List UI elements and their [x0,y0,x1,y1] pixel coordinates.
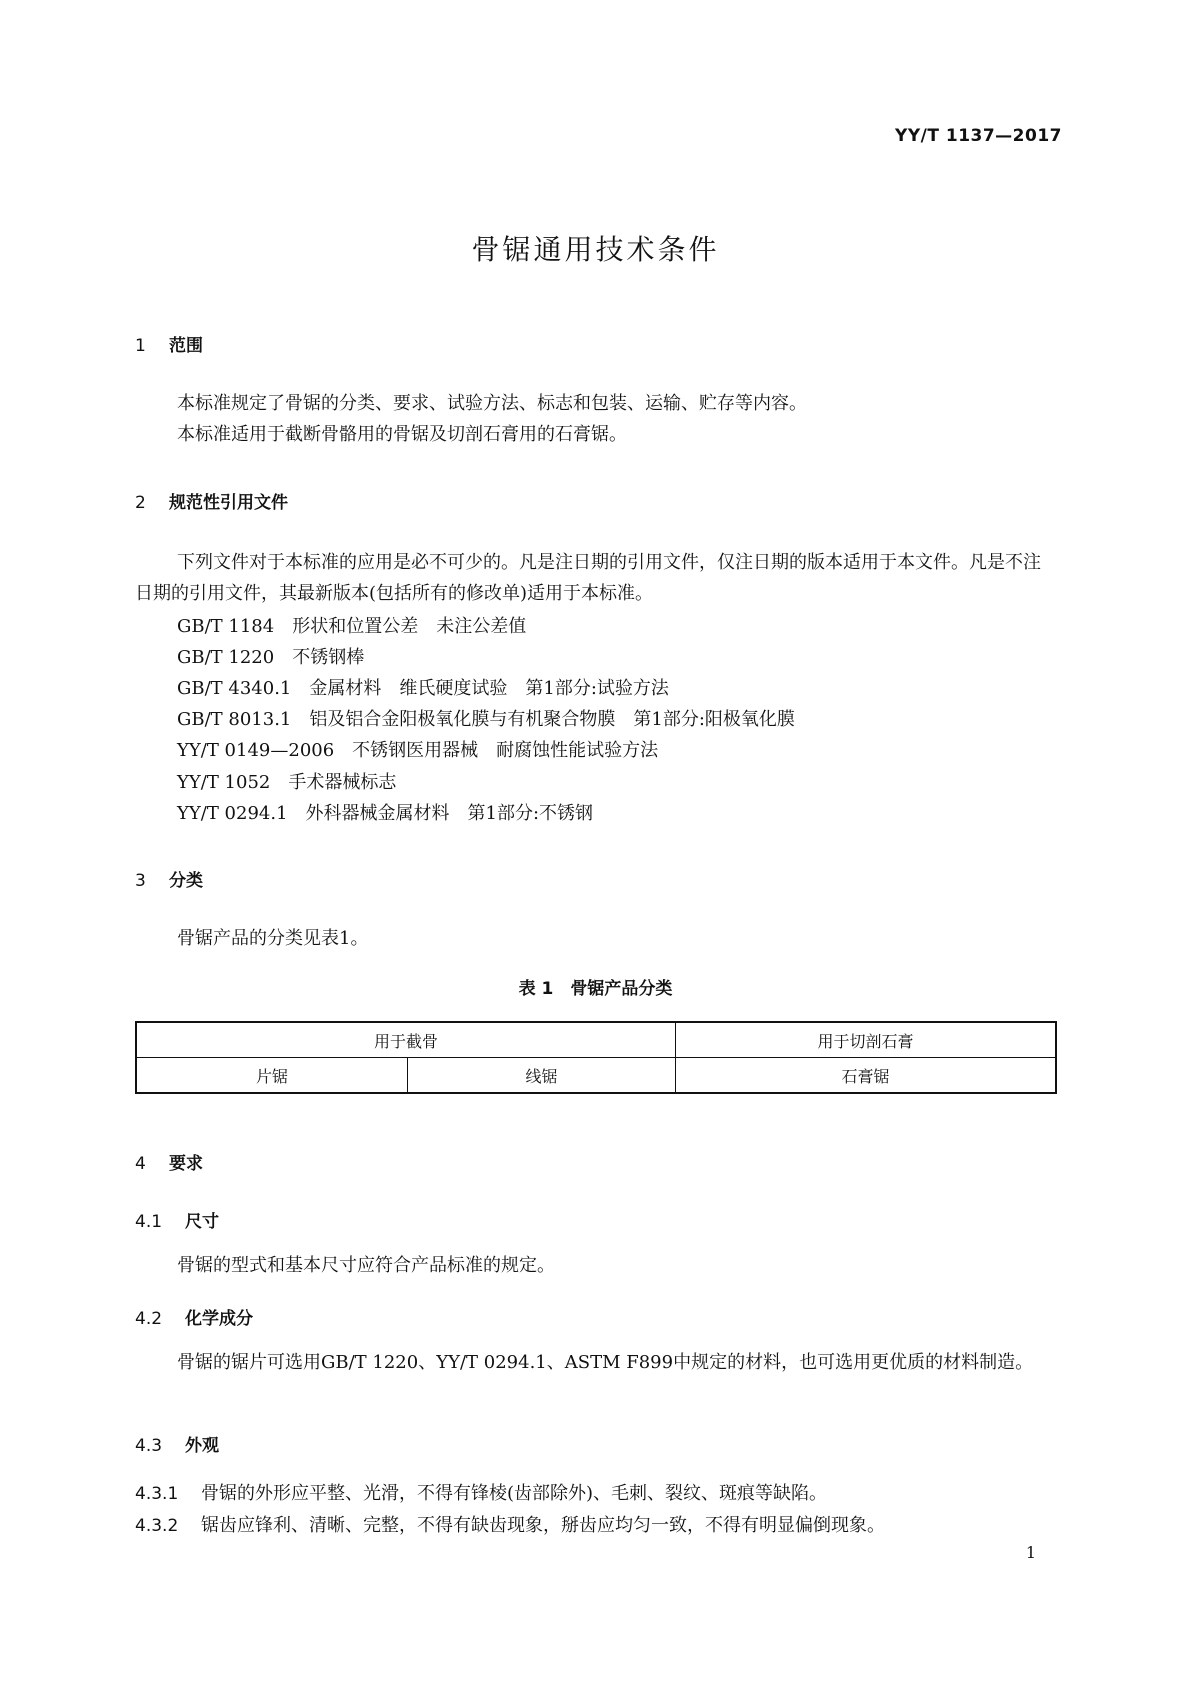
table-header-row [136,1022,1056,1058]
reference-item: GB/T 4340.1 金属材料 维氏硬度试验 第1部分:试验方法 [177,678,669,699]
table-row [136,1058,1056,1094]
section-number: 4 [135,1154,146,1174]
reference-item: YY/T 0294.1 外科器械金属材料 第1部分:不锈钢 [177,803,594,824]
table-cell-wire-saw: 线锯 [408,1058,676,1094]
clause-text: 锯齿应锋利、清晰、完整，不得有缺齿现象，掰齿应均匀一致，不得有明显偏倒现象。 [201,1515,885,1536]
dimension-paragraph: 骨锯的型式和基本尺寸应符合产品标准的规定。 [177,1255,555,1276]
section-4-1-heading [135,1207,219,1232]
section-number: 4.2 [135,1309,163,1329]
clause-number: 4.3.1 [135,1484,179,1504]
reference-item: YY/T 1052 手术器械标志 [177,772,397,793]
section-4-2-heading [135,1304,253,1329]
table-cell-group-bone: 用于截骨 [136,1022,676,1058]
section-4-3-heading [135,1431,219,1456]
section-2-heading [135,488,288,513]
section-title: 化学成分 [185,1309,253,1329]
section-title: 外观 [185,1436,219,1456]
normative-intro-paragraph: 下列文件对于本标准的应用是必不可少的。凡是注日期的引用文件，仅注日期的版本适用于本文件。凡是不注日期的引用文件，其最新版本(包括所有的修改单)适用于本标准。 [135,552,1041,604]
section-3-heading [135,866,203,891]
section-number: 1 [135,336,146,356]
section-title: 要求 [169,1154,203,1174]
section-number: 3 [135,871,146,891]
section-1-heading [135,331,203,356]
clause-number: 4.3.2 [135,1516,179,1536]
clause-text: 骨锯的外形应平整、光滑，不得有锋棱(齿部除外)、毛刺、裂纹、斑痕等缺陷。 [201,1483,828,1504]
page-number: 1 [1025,1543,1036,1562]
reference-item: YY/T 0149—2006 不锈钢医用器械 耐腐蚀性能试验方法 [177,740,659,761]
scope-paragraph-1: 本标准规定了骨锯的分类、要求、试验方法、标志和包装、运输、贮存等内容。 [177,393,807,414]
section-title: 规范性引用文件 [169,493,288,513]
table-cell-plaster-saw: 石膏锯 [676,1058,1057,1094]
scope-paragraph-2: 本标准适用于截断骨骼用的骨锯及切剖石膏用的石膏锯。 [177,424,627,445]
section-title: 分类 [169,871,203,891]
reference-item: GB/T 8013.1 铝及铝合金阳极氧化膜与有机聚合物膜 第1部分:阳极氧化膜 [177,709,795,730]
standard-code: YY/T 1137—2017 [895,126,1062,146]
table-cell-blade-saw: 片锯 [136,1058,408,1094]
section-title: 尺寸 [185,1212,219,1232]
reference-item: GB/T 1220 不锈钢棒 [177,647,365,668]
document-title: 骨锯通用技术条件 [471,233,720,266]
reference-item: GB/T 1184 形状和位置公差 未注公差值 [177,616,527,637]
table-cell-group-plaster: 用于切剖石膏 [676,1022,1057,1058]
section-number: 4.3 [135,1436,163,1456]
classification-table [135,1021,1057,1094]
section-number: 4.1 [135,1212,163,1232]
chemical-composition-paragraph: 骨锯的锯片可选用GB/T 1220、YY/T 0294.1、ASTM F899中规定的材料，也可选用更优质的材料制造。 [177,1352,1034,1373]
section-title: 范围 [169,336,203,356]
clause-4-3-1 [135,1479,827,1505]
section-4-heading [135,1149,203,1174]
classification-paragraph: 骨锯产品的分类见表1。 [177,928,369,949]
table-caption: 表 1 骨锯产品分类 [518,979,673,999]
clause-4-3-2 [135,1511,885,1537]
section-number: 2 [135,493,146,513]
